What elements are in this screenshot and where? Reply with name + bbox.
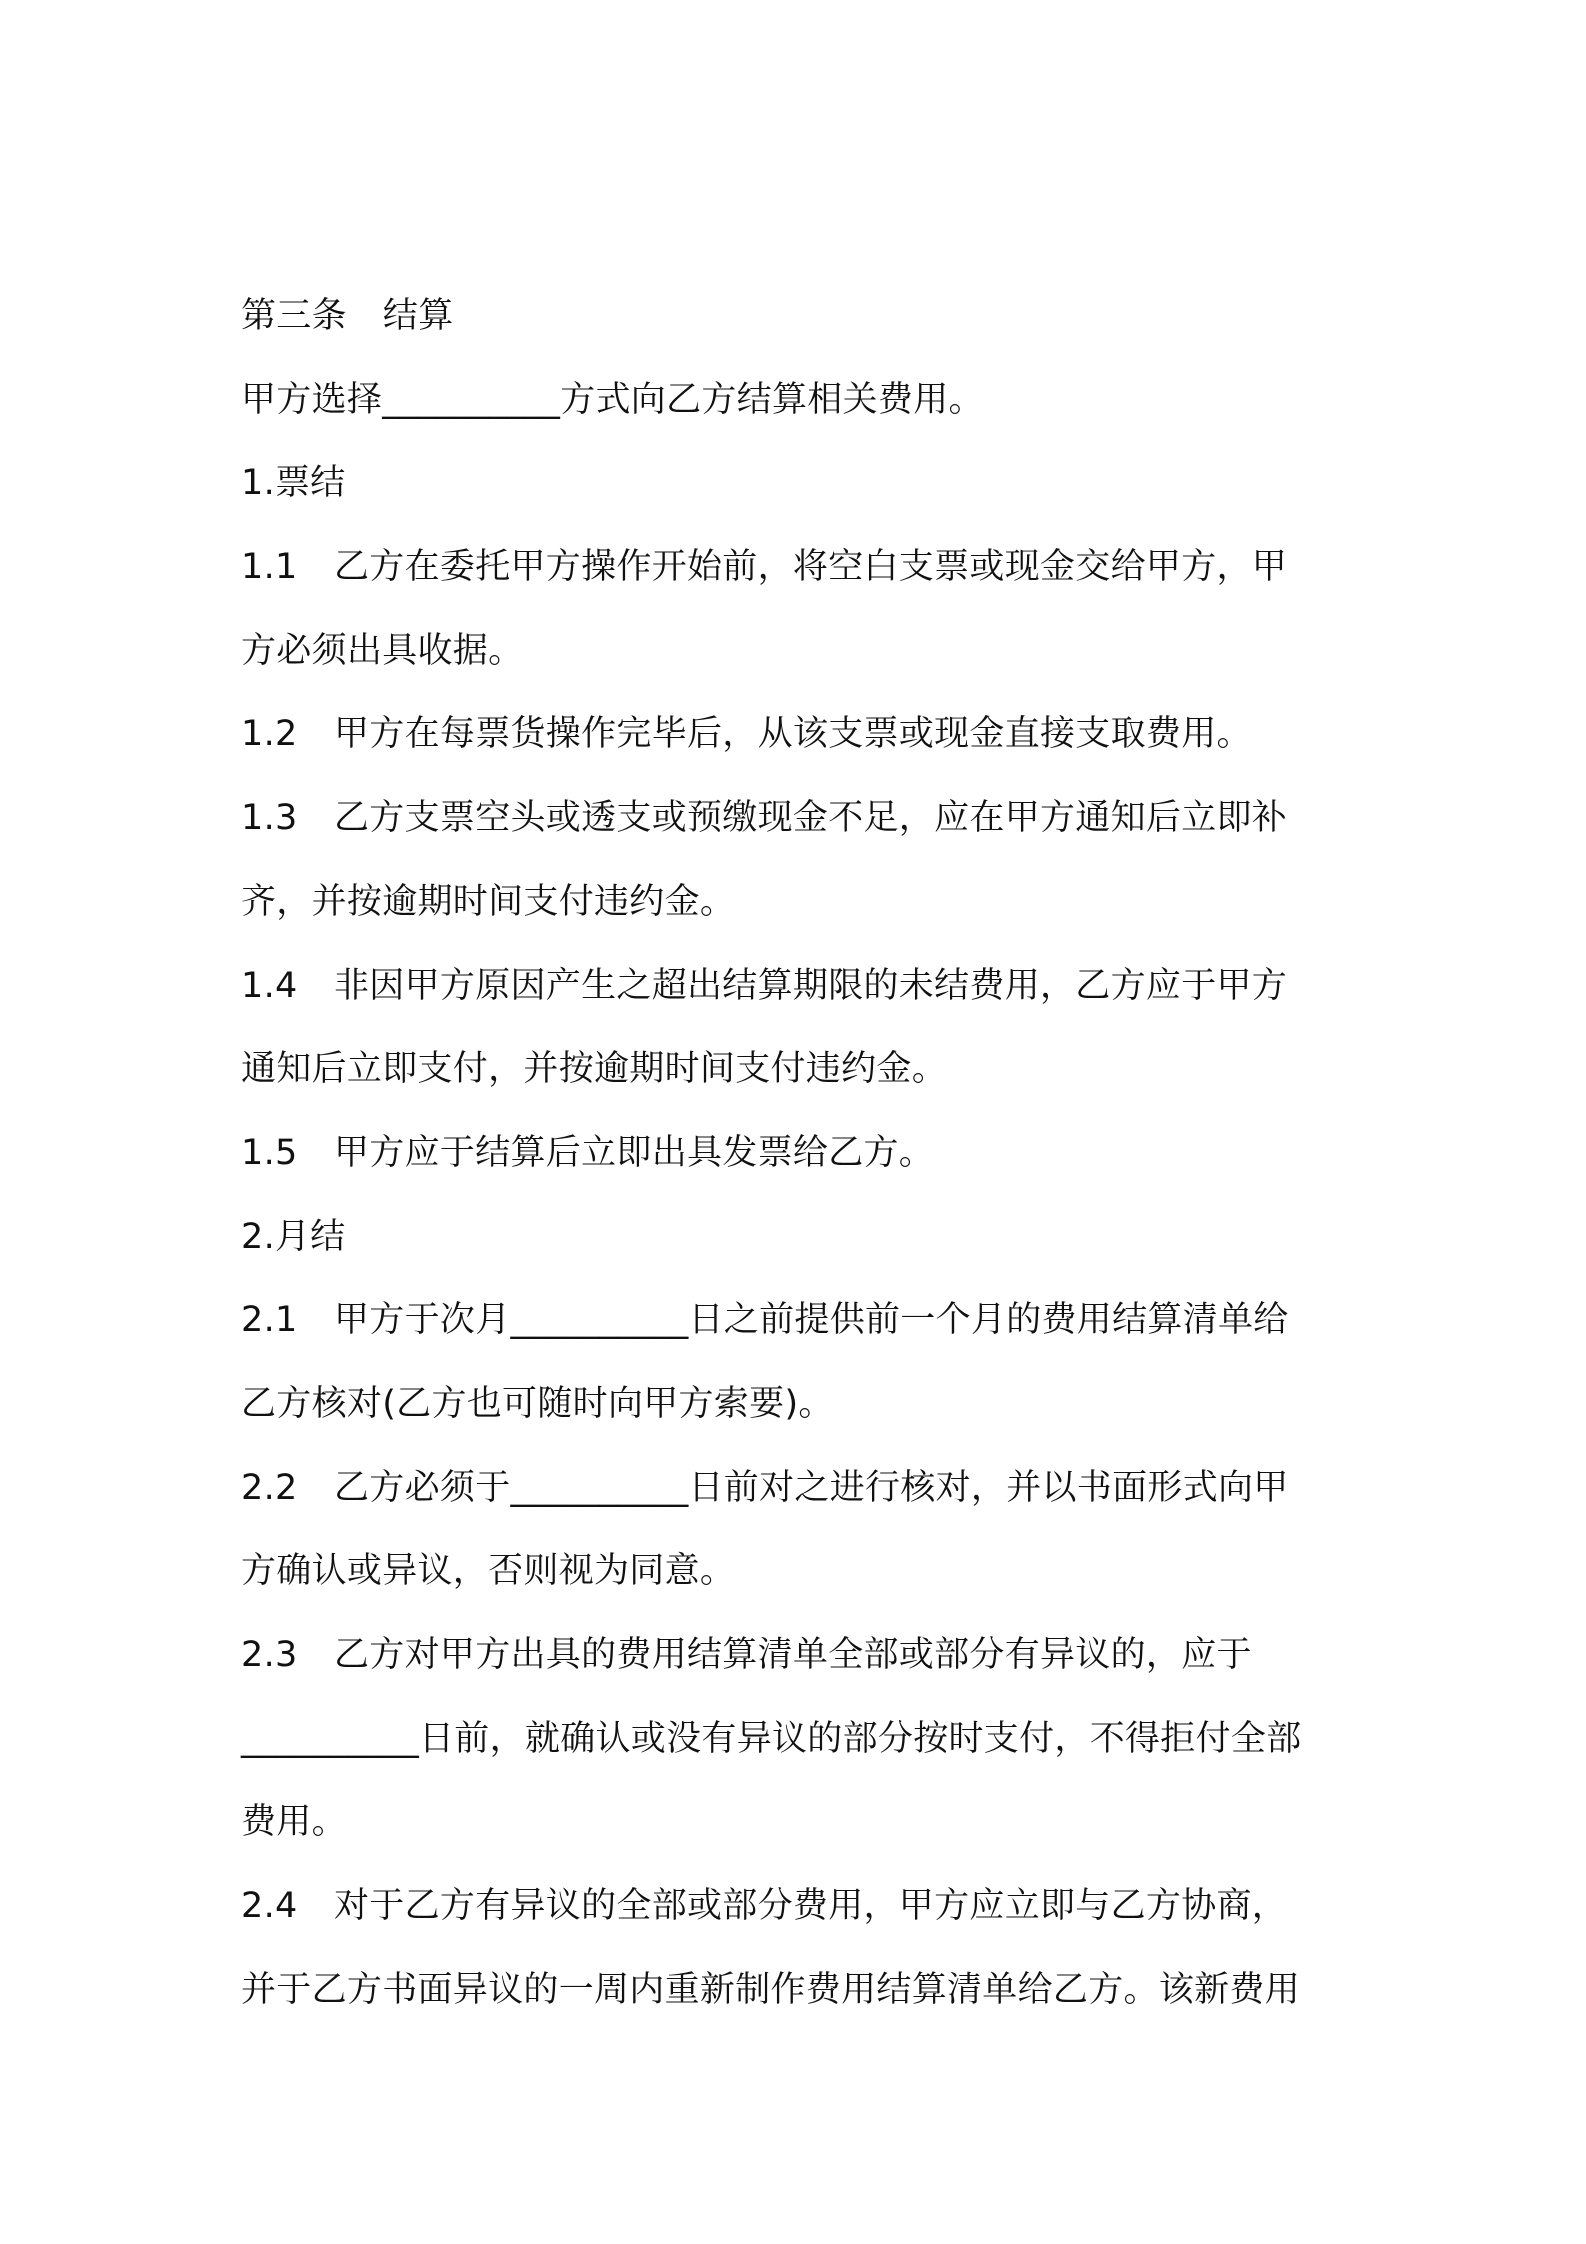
clause-text: 甲方于次月__________日之前提供前一个月的费用结算清单给 [334,1300,1289,1341]
clause-text: 非因甲方原因产生之超出结算期限的未结费用，乙方应于甲方 [334,965,1288,1006]
clause-number: 1.2 [241,714,298,755]
clause-1-1-continuation: 方必须出具收据。 [241,630,524,671]
clause-number: 2.2 [241,1467,298,1508]
clause-text: 对于乙方有异议的全部或部分费用，甲方应立即与乙方协商， [334,1886,1288,1927]
clause-number: 1.5 [241,1132,298,1173]
clause-2-3-continuation-2: 费用。 [241,1802,347,1843]
section-2-title: 2.月结 [241,1216,346,1257]
clause-text: 乙方对甲方出具的费用结算清单全部或部分有异议的，应于 [334,1635,1252,1675]
intro-paragraph: 甲方选择__________方式向乙方结算相关费用。 [241,379,984,420]
clause-1-4 [241,945,1361,1029]
clause-1-3 [241,777,1361,861]
clause-text: 乙方必须于__________日前对之进行核对，并以书面形式向甲 [334,1467,1289,1508]
clause-1-2 [241,693,1361,777]
clause-number: 1.1 [241,547,298,588]
article-heading [241,275,1361,359]
clause-2-1 [241,1279,1361,1363]
clause-number: 2.1 [241,1300,298,1341]
clause-1-3-continuation: 齐，并按逾期时间支付违约金。 [241,881,736,922]
clause-number: 2.4 [241,1886,298,1927]
clause-2-4-continuation: 并于乙方书面异议的一周内重新制作费用结算清单给乙方。该新费用 [241,1969,1301,2010]
clause-1-4-continuation: 通知后立即支付，并按逾期时间支付违约金。 [241,1049,948,1090]
clause-text: 乙方在委托甲方操作开始前，将空白支票或现金交给甲方，甲 [334,547,1288,588]
clause-text: 甲方应于结算后立即出具发票给乙方。 [334,1132,935,1173]
clause-1-5 [241,1112,1361,1196]
clause-2-3-continuation: __________日前，就确认或没有异议的部分按时支付，不得拒付全部 [241,1718,1302,1759]
clause-2-3 [241,1614,1361,1698]
clause-2-4 [241,1865,1361,1949]
clause-2-2 [241,1447,1361,1531]
clause-text: 乙方支票空头或透支或预缴现金不足，应在甲方通知后立即补 [334,798,1288,839]
document-body [241,275,1361,2032]
clause-number: 1.3 [241,798,298,839]
clause-2-1-continuation: 乙方核对(乙方也可随时向甲方索要)。 [241,1383,834,1424]
clause-2-2-continuation: 方确认或异议，否则视为同意。 [241,1551,736,1592]
article-title: 结算 [382,296,454,336]
clause-text: 甲方在每票货操作完毕后，从该支票或现金直接支取费用。 [334,714,1252,755]
clause-1-1 [241,526,1361,610]
clause-number: 2.3 [241,1635,298,1675]
clause-number: 1.4 [241,965,298,1006]
article-number: 第三条 [241,296,347,336]
section-1-title: 1.票结 [241,463,346,504]
